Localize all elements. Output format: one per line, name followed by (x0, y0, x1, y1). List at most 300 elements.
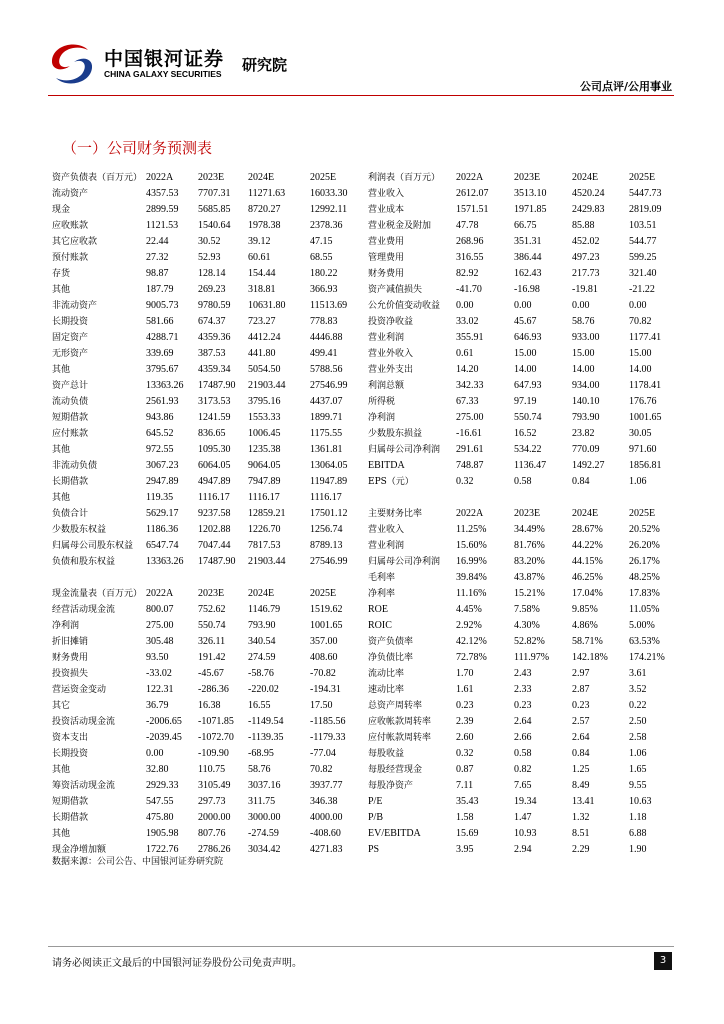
cell-value: -1179.33 (310, 732, 346, 743)
cell-value: 14.00 (572, 364, 595, 375)
cell-value: 17501.12 (310, 508, 348, 519)
row-label: 其他 (52, 493, 71, 503)
cell-value: 1492.27 (572, 460, 605, 471)
cell-value: 1178.41 (629, 380, 662, 391)
cell-value: -1149.54 (248, 716, 284, 727)
cell-value: 180.22 (310, 268, 338, 279)
cell-value: 2024E (248, 172, 275, 183)
cell-value: 11271.63 (248, 188, 286, 199)
row-label: 营业收入 (368, 525, 405, 535)
cell-value: 45.67 (514, 316, 537, 327)
row-label: 资产总计 (52, 381, 89, 391)
brand-name-en: CHINA GALAXY SECURITIES (104, 69, 222, 79)
cell-value: -194.31 (310, 684, 341, 695)
cell-value: 2.97 (572, 668, 590, 679)
table-row (52, 426, 674, 442)
cell-value: -286.36 (198, 684, 229, 695)
cell-value: 311.75 (248, 796, 276, 807)
cell-value: 9005.73 (146, 300, 179, 311)
row-label: 长期投资 (52, 749, 89, 759)
cell-value: 387.53 (198, 348, 226, 359)
row-label: ROE (368, 604, 388, 615)
cell-value: 943.86 (146, 412, 174, 423)
cell-value: 1.90 (629, 844, 647, 855)
cell-value: 2.57 (572, 716, 590, 727)
cell-value: 70.82 (629, 316, 652, 327)
cell-value: 1540.64 (198, 220, 231, 231)
table-row (52, 810, 674, 826)
cell-value: 534.22 (514, 444, 542, 455)
cell-value: 28.67% (572, 524, 603, 535)
cell-value: 5447.73 (629, 188, 662, 199)
cell-value: 83.20% (514, 556, 545, 567)
table-row (52, 170, 674, 186)
cell-value: 1116.17 (310, 492, 342, 503)
table-row (52, 794, 674, 810)
cell-value: 1116.17 (248, 492, 280, 503)
cell-value: 6.88 (629, 828, 647, 839)
table-row (52, 314, 674, 330)
footer-divider (48, 946, 674, 947)
cell-value: 27.32 (146, 252, 169, 263)
cell-value: 2025E (629, 172, 656, 183)
cell-value: 176.76 (629, 396, 657, 407)
cell-value: 9780.59 (198, 300, 231, 311)
cell-value: 98.87 (146, 268, 169, 279)
row-label: 营业成本 (368, 205, 405, 215)
cell-value: 15.60% (456, 540, 487, 551)
cell-value: 7047.44 (198, 540, 231, 551)
table-row (52, 602, 674, 618)
cell-value: -2006.65 (146, 716, 182, 727)
page-number: 3 (654, 952, 672, 970)
table-row (52, 202, 674, 218)
cell-value: 2.29 (572, 844, 590, 855)
cell-value: 44.15% (572, 556, 603, 567)
row-label: EV/EBITDA (368, 828, 421, 839)
cell-value: 9.55 (629, 780, 647, 791)
cell-value: 2.58 (629, 732, 647, 743)
cell-value: 2.64 (514, 716, 532, 727)
cell-value: 3.95 (456, 844, 474, 855)
cell-value: 0.87 (456, 764, 474, 775)
row-label: 流动比率 (368, 669, 405, 679)
table-row (52, 346, 674, 362)
cell-value: 0.22 (629, 700, 647, 711)
cell-value: 22.44 (146, 236, 169, 247)
cell-value: 441.80 (248, 348, 276, 359)
cell-value: 13363.26 (146, 380, 184, 391)
cell-value: 11947.89 (310, 476, 348, 487)
cell-value: -408.60 (310, 828, 341, 839)
cell-value: 44.22% (572, 540, 603, 551)
table-row (52, 362, 674, 378)
cell-value: 0.61 (456, 348, 474, 359)
row-label: 应付帐款周转率 (368, 733, 432, 743)
cell-value: 550.74 (198, 620, 226, 631)
section-title: （一）公司财务预测表 (62, 139, 213, 157)
row-label: 归属母公司股东权益 (52, 541, 134, 551)
table-row (52, 506, 674, 522)
row-label: 净利润 (368, 413, 396, 423)
cell-value: 47.15 (310, 236, 333, 247)
cell-value: 1.70 (456, 668, 474, 679)
cell-value: 8.49 (572, 780, 590, 791)
cell-value: 1136.47 (514, 460, 547, 471)
cell-value: 2819.09 (629, 204, 662, 215)
cell-value: 5788.56 (310, 364, 343, 375)
row-label: 其他 (52, 829, 71, 839)
cell-value: 68.55 (310, 252, 333, 263)
row-label: ROIC (368, 620, 392, 631)
table-row (52, 570, 674, 586)
cell-value: 2022A (146, 588, 174, 599)
cell-value: 268.96 (456, 236, 484, 247)
cell-value: 645.52 (146, 428, 174, 439)
cell-value: 162.43 (514, 268, 542, 279)
row-label: 少数股东损益 (368, 429, 423, 439)
cell-value: 11.16% (456, 588, 487, 599)
cell-value: -16.61 (456, 428, 482, 439)
cell-value: 63.53% (629, 636, 660, 647)
cell-value: 119.35 (146, 492, 174, 503)
cell-value: 297.73 (198, 796, 226, 807)
row-label: 财务费用 (52, 653, 89, 663)
cell-value: 1971.85 (514, 204, 547, 215)
cell-value: 3000.00 (248, 812, 281, 823)
cell-value: -1185.56 (310, 716, 346, 727)
cell-value: 4288.71 (146, 332, 179, 343)
cell-value: 30.05 (629, 428, 652, 439)
cell-value: 1.32 (572, 812, 590, 823)
cell-value: 17.83% (629, 588, 660, 599)
cell-value: 2.87 (572, 684, 590, 695)
row-label: 短期借款 (52, 413, 89, 423)
cell-value: 275.00 (456, 412, 484, 423)
cell-value: 0.82 (514, 764, 532, 775)
research-institute-label: 研究院 (242, 56, 288, 74)
cell-value: 2024E (572, 508, 599, 519)
cell-value: 326.11 (198, 636, 226, 647)
cell-value: 7947.89 (248, 476, 281, 487)
cell-value: 1202.88 (198, 524, 231, 535)
cell-value: 23.82 (572, 428, 595, 439)
row-label: 管理费用 (368, 253, 405, 263)
cell-value: 16.52 (514, 428, 537, 439)
table-row (52, 442, 674, 458)
table-row (52, 538, 674, 554)
cell-value: 1.06 (629, 476, 647, 487)
cell-value: 2.66 (514, 732, 532, 743)
cell-value: 7.65 (514, 780, 532, 791)
cell-value: -19.81 (572, 284, 598, 295)
cell-value: 972.55 (146, 444, 174, 455)
cell-value: 14.20 (456, 364, 479, 375)
cell-value: 6064.05 (198, 460, 231, 471)
cell-value: 5054.50 (248, 364, 281, 375)
cell-value: 67.33 (456, 396, 479, 407)
cell-value: 2899.59 (146, 204, 179, 215)
row-label: 长期借款 (52, 813, 89, 823)
cell-value: 1175.55 (310, 428, 343, 439)
row-label: 资产负债率 (368, 637, 414, 647)
cell-value: 3067.23 (146, 460, 179, 471)
cell-value: 3.61 (629, 668, 647, 679)
cell-value: 4357.53 (146, 188, 179, 199)
page-header (0, 0, 724, 100)
cell-value: 6547.74 (146, 540, 179, 551)
cell-value: 4437.07 (310, 396, 343, 407)
cell-value: 217.73 (572, 268, 600, 279)
cell-value: 4359.36 (198, 332, 231, 343)
row-label: 净负债比率 (368, 653, 414, 663)
cell-value: 3795.67 (146, 364, 179, 375)
cell-value: 30.52 (198, 236, 221, 247)
cell-value: 8720.27 (248, 204, 281, 215)
cell-value: 793.90 (248, 620, 276, 631)
cell-value: 1.65 (629, 764, 647, 775)
cell-value: 4412.24 (248, 332, 281, 343)
row-label: 应收帐款周转率 (368, 717, 432, 727)
cell-value: 646.93 (514, 332, 542, 343)
table-row (52, 234, 674, 250)
table-row (52, 298, 674, 314)
row-label: 资产负债表（百万元） (52, 173, 143, 183)
row-label: 现金流量表（百万元） (52, 589, 143, 599)
cell-value: 17487.90 (198, 380, 236, 391)
cell-value: 5.00% (629, 620, 655, 631)
cell-value: 793.90 (572, 412, 600, 423)
cell-value: 39.12 (248, 236, 271, 247)
row-label: 毛利率 (368, 573, 396, 583)
row-label: 每股净资产 (368, 781, 414, 791)
cell-value: 16033.30 (310, 188, 348, 199)
cell-value: 21903.44 (248, 556, 286, 567)
cell-value: 191.42 (198, 652, 226, 663)
cell-value: 581.66 (146, 316, 174, 327)
table-row (52, 410, 674, 426)
row-label: 营业税金及附加 (368, 221, 432, 231)
cell-value: 12859.21 (248, 508, 286, 519)
cell-value: 770.09 (572, 444, 600, 455)
cell-value: 154.44 (248, 268, 276, 279)
cell-value: 357.00 (310, 636, 338, 647)
cell-value: 1256.74 (310, 524, 343, 535)
cell-value: 1.61 (456, 684, 474, 695)
cell-value: -1072.70 (198, 732, 234, 743)
cell-value: 16.38 (198, 700, 221, 711)
cell-value: 26.20% (629, 540, 660, 551)
cell-value: 35.43 (456, 796, 479, 807)
table-row (52, 266, 674, 282)
cell-value: 11.25% (456, 524, 487, 535)
cell-value: 8.51 (572, 828, 590, 839)
cell-value: 2025E (310, 172, 337, 183)
cell-value: 4.86% (572, 620, 598, 631)
row-label: 预付账款 (52, 253, 89, 263)
cell-value: 550.74 (514, 412, 542, 423)
cell-value: 1116.17 (198, 492, 230, 503)
table-row (52, 458, 674, 474)
cell-value: 27546.99 (310, 380, 348, 391)
cell-value: 46.25% (572, 572, 603, 583)
cell-value: 340.54 (248, 636, 276, 647)
row-label: 非流动资产 (52, 301, 98, 311)
cell-value: 274.59 (248, 652, 276, 663)
row-label: P/B (368, 812, 384, 823)
cell-value: 2022A (456, 508, 484, 519)
cell-value: 36.79 (146, 700, 169, 711)
row-label: 资本支出 (52, 733, 89, 743)
row-label: 每股经营现金 (368, 765, 423, 775)
cell-value: 366.93 (310, 284, 338, 295)
row-label: EPS（元） (368, 477, 414, 487)
cell-value: -109.90 (198, 748, 229, 759)
row-label: 总资产周转率 (368, 701, 423, 711)
cell-value: 2.43 (514, 668, 532, 679)
row-label: 折旧摊销 (52, 637, 89, 647)
cell-value: 2023E (514, 508, 541, 519)
table-row (52, 394, 674, 410)
table-row (52, 746, 674, 762)
cell-value: 0.84 (572, 748, 590, 759)
cell-value: 2024E (572, 172, 599, 183)
cell-value: 0.00 (146, 748, 164, 759)
row-label: 营业外收入 (368, 349, 414, 359)
table-row (52, 714, 674, 730)
cell-value: -21.22 (629, 284, 655, 295)
cell-value: 174.21% (629, 652, 665, 663)
cell-value: 1177.41 (629, 332, 662, 343)
cell-value: 2.39 (456, 716, 474, 727)
cell-value: 3513.10 (514, 188, 547, 199)
row-label: 营业外支出 (368, 365, 414, 375)
cell-value: 9064.05 (248, 460, 281, 471)
cell-value: 4520.24 (572, 188, 605, 199)
cell-value: 2.64 (572, 732, 590, 743)
table-row (52, 634, 674, 650)
cell-value: 15.00 (572, 348, 595, 359)
table-row (52, 698, 674, 714)
cell-value: 1095.30 (198, 444, 231, 455)
cell-value: 43.87% (514, 572, 545, 583)
row-label: 其他 (52, 445, 71, 455)
cell-value: 2025E (310, 588, 337, 599)
table-row (52, 250, 674, 266)
cell-value: 4271.83 (310, 844, 343, 855)
cell-value: 140.10 (572, 396, 600, 407)
cell-value: 3.52 (629, 684, 647, 695)
row-label: 营业利润 (368, 333, 405, 343)
table-row (52, 330, 674, 346)
cell-value: 72.78% (456, 652, 487, 663)
cell-value: -77.04 (310, 748, 336, 759)
cell-value: 17487.90 (198, 556, 236, 567)
cell-value: 7.58% (514, 604, 540, 615)
cell-value: 34.49% (514, 524, 545, 535)
cell-value: 971.60 (629, 444, 657, 455)
table-row (52, 378, 674, 394)
cell-value: 17.04% (572, 588, 603, 599)
cell-value: -274.59 (248, 828, 279, 839)
row-label: 投资净收益 (368, 317, 414, 327)
cell-value: 97.19 (514, 396, 537, 407)
cell-value: 58.71% (572, 636, 603, 647)
cell-value: 1978.38 (248, 220, 281, 231)
cell-value: 599.25 (629, 252, 657, 263)
cell-value: 10.63 (629, 796, 652, 807)
cell-value: 16.55 (248, 700, 271, 711)
cell-value: 0.00 (572, 300, 590, 311)
cell-value: -45.67 (198, 668, 224, 679)
cell-value: 355.91 (456, 332, 484, 343)
cell-value: 0.23 (514, 700, 532, 711)
cell-value: 544.77 (629, 236, 657, 247)
row-label: 净利率 (368, 589, 396, 599)
row-label: 流动负债 (52, 397, 89, 407)
cell-value: -1139.35 (248, 732, 284, 743)
table-row (52, 282, 674, 298)
row-label: 非流动负债 (52, 461, 98, 471)
cell-value: 15.69 (456, 828, 479, 839)
cell-value: 1.18 (629, 812, 647, 823)
cell-value: 33.02 (456, 316, 479, 327)
cell-value: 11.05% (629, 604, 660, 615)
cell-value: 1226.70 (248, 524, 281, 535)
cell-value: 9.85% (572, 604, 598, 615)
row-label: 其它 (52, 701, 71, 711)
cell-value: 2786.26 (198, 844, 231, 855)
cell-value: 13064.05 (310, 460, 348, 471)
cell-value: 4.45% (456, 604, 482, 615)
cell-value: 15.00 (629, 348, 652, 359)
row-label: 少数股东权益 (52, 525, 107, 535)
cell-value: 346.38 (310, 796, 338, 807)
cell-value: 5629.17 (146, 508, 179, 519)
table-row (52, 826, 674, 842)
cell-value: 142.18% (572, 652, 608, 663)
cell-value: -16.98 (514, 284, 540, 295)
cell-value: 0.23 (456, 700, 474, 711)
cell-value: 4446.88 (310, 332, 343, 343)
cell-value: 748.87 (456, 460, 484, 471)
cell-value: 2023E (198, 588, 225, 599)
row-label: PS (368, 844, 380, 855)
cell-value: 497.23 (572, 252, 600, 263)
table-row (52, 730, 674, 746)
cell-value: 321.40 (629, 268, 657, 279)
cell-value: 342.33 (456, 380, 484, 391)
cell-value: -70.82 (310, 668, 336, 679)
cell-value: 674.37 (198, 316, 226, 327)
cell-value: 10631.80 (248, 300, 286, 311)
cell-value: 70.82 (310, 764, 333, 775)
cell-value: 2.50 (629, 716, 647, 727)
cell-value: 27546.99 (310, 556, 348, 567)
cell-value: 2429.83 (572, 204, 605, 215)
cell-value: 122.31 (146, 684, 174, 695)
cell-value: 499.41 (310, 348, 338, 359)
cell-value: 836.65 (198, 428, 226, 439)
cell-value: 4947.89 (198, 476, 231, 487)
row-label: 现金净增加额 (52, 845, 107, 855)
cell-value: 47.78 (456, 220, 479, 231)
cell-value: 3037.16 (248, 780, 281, 791)
cell-value: 339.69 (146, 348, 174, 359)
cell-value: 5685.85 (198, 204, 231, 215)
cell-value: 452.02 (572, 236, 600, 247)
cell-value: 14.00 (514, 364, 537, 375)
